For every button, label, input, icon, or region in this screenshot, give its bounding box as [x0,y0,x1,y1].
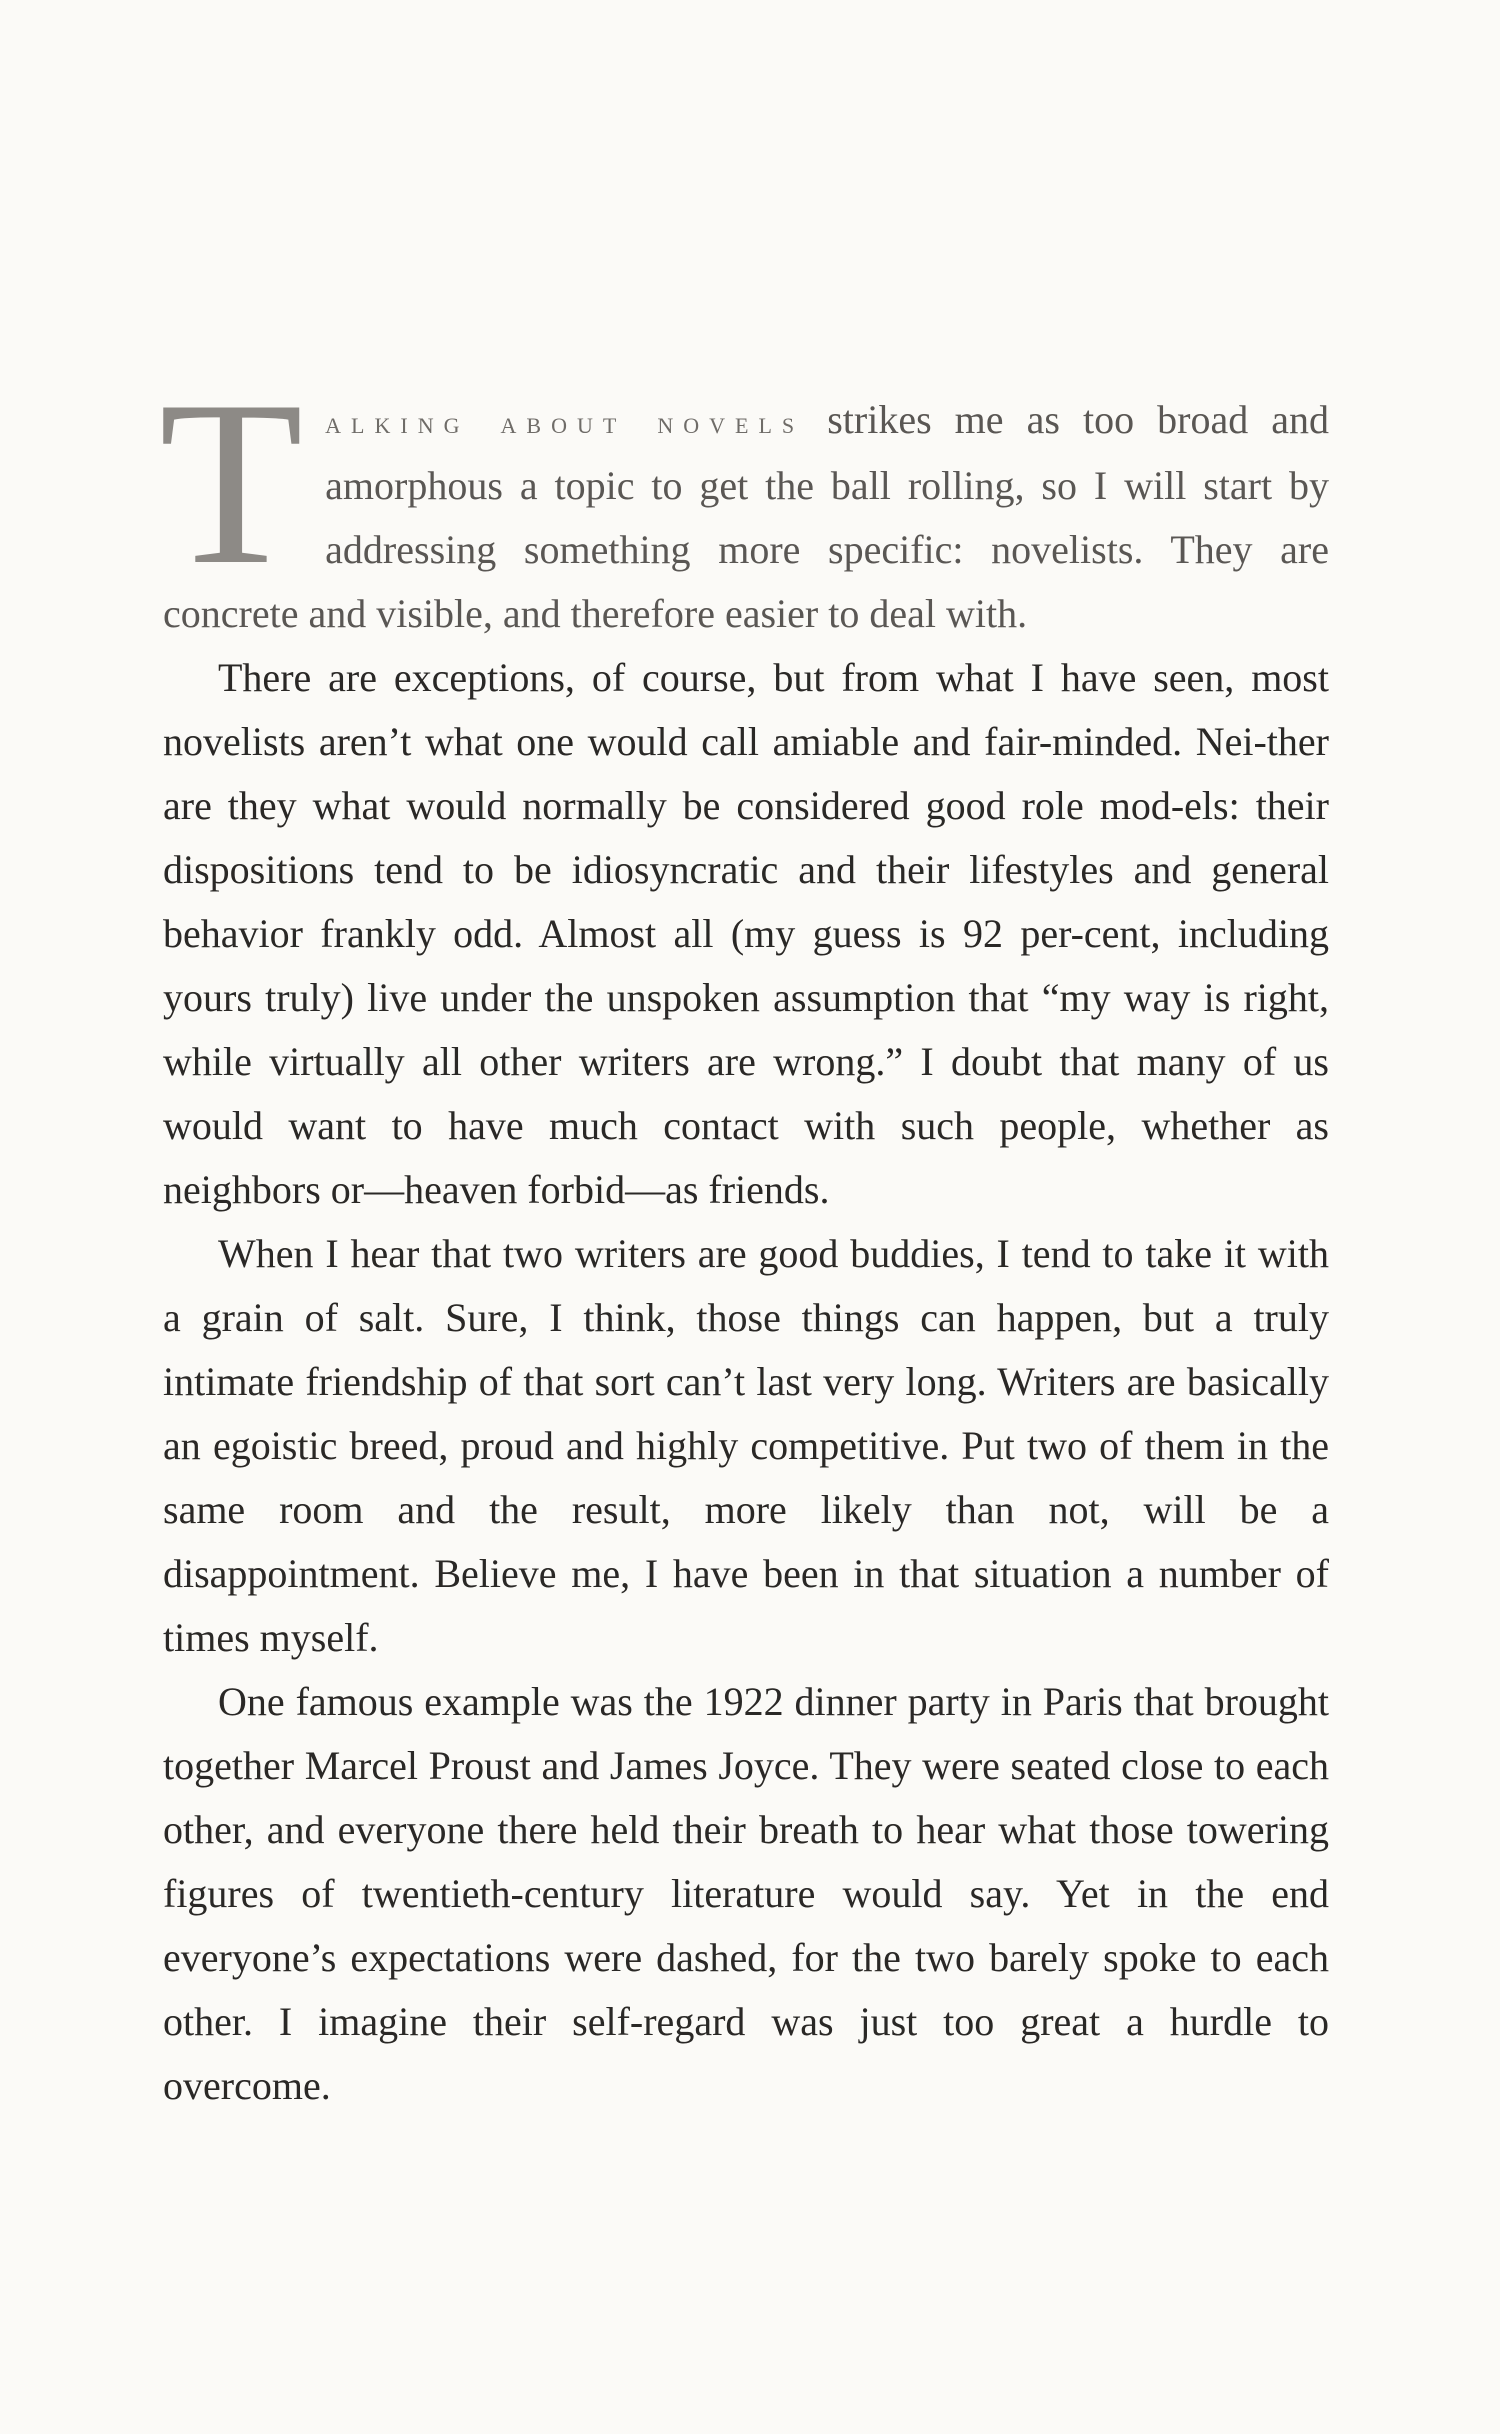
lead-in-small-caps: alking about novels [325,404,805,440]
opening-paragraph-text: strikes me as too broad and amorphous a topic to get the ball rolling, so I will start by addressing something more specific: novelists. They are concrete and visible, and therefore easier to deal with. [163,397,1330,636]
opening-paragraph [159,353,1330,646]
paragraph-writers-buddies: When I hear that two writers are good buddies, I tend to take it with a grain of salt. Sure, I think, those things can happen, but a truly intimate friendship of that sort can’t last very long. Writers are basically an egoistic breed, proud and highly competitive. Put two of them in the same room and the result, more likely than not, will be a disappointment. Believe me, I have been in that situation a number of times myself. [163,1231,1329,1660]
drop-cap: T [159,353,304,614]
paragraph-proust-joyce: One famous example was the 1922 dinner party in Paris that brought together Marcel Proust and James Joyce. They were seated close to each other, and everyone there held their breath to hear what those towering figures of twentieth-century literature would say. Yet in the end everyone’s expectations were dashed, for the two barely spoke to each other. I imagine their self-regard was just too great a hurdle to overcome. [163,1679,1329,2108]
paragraph-novelists: There are exceptions, of course, but from what I have seen, most novelists aren’t what one would call amiable and fair-minded. Nei-ther are they what would normally be considered good role mod-els: their dispositions tend to be idiosyncratic and their lifestyles and general behavior frankly odd. Almost all (my guess is 92 per-cent, including yours truly) live under the unspoken assumption that “my way is right, while virtually all other writers are wrong.” I doubt that many of us would want to have much contact with such people, whether as neighbors or—heaven forbid—as friends. [163,655,1329,1212]
chapter-text [159,353,1330,2118]
